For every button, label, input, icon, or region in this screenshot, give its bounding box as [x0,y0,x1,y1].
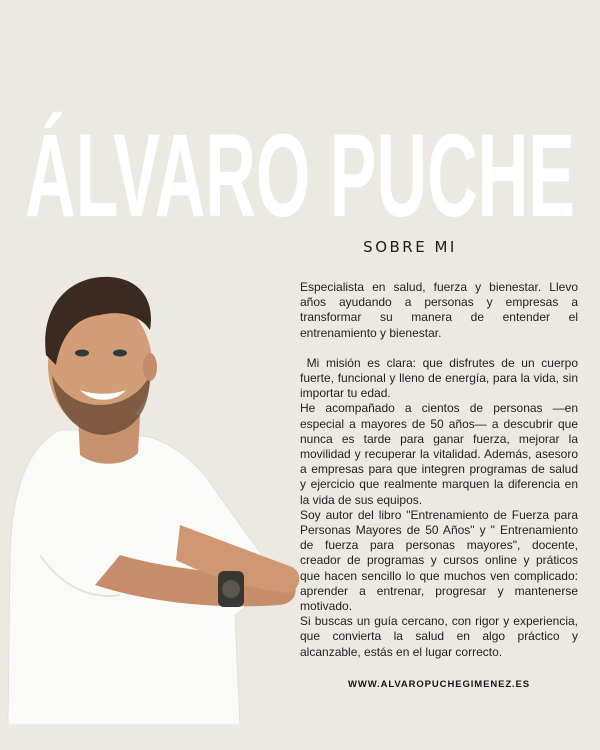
bio-text [300,280,578,660]
bio-paragraph: Especialista en salud, fuerza y bienestar. Llevo años ayudando a personas y empresas a transformar su manera de entender el entrenamiento y bienestar. [300,280,578,340]
bio-paragraph: He acompañado a cientos de personas —en especial a mayores de 50 años— a descubrir que nunca es tarde para ganar fuerza, mejorar la movilidad y recuperar la vitalidad. Además, asesoro a empresas para que integren programas de salud y ejercicio que realmente marquen la diferencia en la vida de sus equipos. [300,401,578,507]
website-link[interactable]: WWW.ALVAROPUCHEGIMENEZ.ES [347,679,531,690]
section-heading: SOBRE MI [363,238,457,256]
bio-paragraph: Mi misión es clara: que disfrutes de un cuerpo fuerte, funcional y lleno de energía, para la vida, sin importar tu edad. [300,355,578,401]
bio-paragraph: Soy autor del libro "Entrenamiento de Fuerza para Personas Mayores de 50 Años" y " Entrenamiento de fuerza para personas mayores", docente, creador de programas y cursos online y práticos que hacen sencillo lo que muchos ven complicado: aprender a entrenar, progresar y mantenerse motivado. [300,507,578,614]
page-title-text: ÁLVARO PUCHE [25,110,575,224]
portrait-photo [0,255,310,725]
page-title [0,24,600,224]
bio-paragraph: Si buscas un guía cercano, con rigor y experiencia, que convierta la salud en algo práctico y alcanzable, estás en el lugar correcto. [300,614,578,659]
